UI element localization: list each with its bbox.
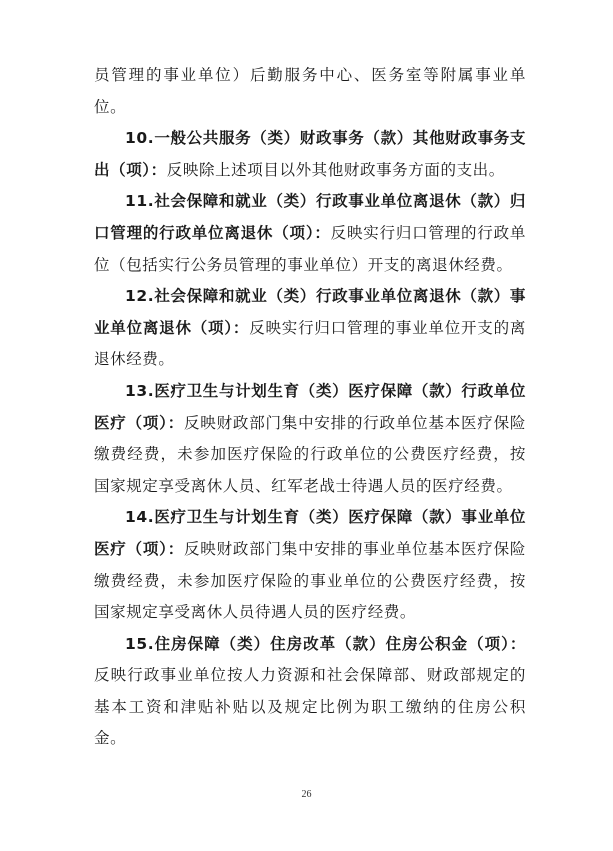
- paragraph-heading: 11.社会保障和就业（类）行政事业单位离退休（款）归口管理的行政单位离退休（项）：: [94, 192, 526, 242]
- paragraph-heading: 13.医疗卫生与计划生育（类）医疗保障（款）行政单位医疗（项）：: [94, 381, 526, 432]
- paragraph-item-14: [94, 502, 526, 628]
- paragraph-text: 反映财政部门集中安排的事业单位基本医疗保险缴费经费，未参加医疗保险的事业单位的公费医疗经费，按国家规定享受离休人员待遇人员的医疗经费。: [94, 539, 526, 622]
- paragraph-heading: 15.住房保障（类）住房改革（款）住房公积金（项）：: [125, 634, 526, 653]
- paragraph-item-12: [94, 281, 526, 376]
- paragraph-text: 反映行政事业单位按人力资源和社会保障部、财政部规定的基本工资和津贴补贴以及规定比例为职工缴纳的住房公积金。: [94, 666, 526, 748]
- paragraph-heading: 10.一般公共服务（类）财政事务（款）其他财政事务支出（项）：: [94, 129, 526, 179]
- paragraph-heading: 12.社会保障和就业（类）行政事业单位离退休（款）事业单位离退休（项）：: [94, 287, 526, 337]
- paragraph-text: 员管理的事业单位）后勤服务中心、医务室等附属事业单位。: [94, 66, 526, 116]
- page-number: 26: [301, 789, 312, 800]
- paragraph-continuation: [94, 60, 526, 123]
- paragraph-item-13: [94, 376, 526, 502]
- paragraph-text: 反映实行归口管理的行政单位（包括实行公务员管理的事业单位）开支的离退休经费。: [94, 223, 526, 274]
- paragraph-text: 反映实行归口管理的事业单位开支的离退休经费。: [94, 318, 526, 369]
- paragraph-text: 反映除上述项目以外其他财政事务方面的支出。: [166, 160, 505, 179]
- paragraph-item-11: [94, 186, 526, 281]
- document-body: [94, 60, 526, 755]
- paragraph-heading: 14.医疗卫生与计划生育（类）医疗保障（款）事业单位医疗（项）：: [94, 508, 526, 558]
- paragraph-item-15: [94, 629, 526, 755]
- paragraph-item-10: [94, 123, 526, 186]
- paragraph-text: 反映财政部门集中安排的行政单位基本医疗保险缴费经费，未参加医疗保险的行政单位的公费医疗经费，按国家规定享受离休人员、红军老战士待遇人员的医疗经费。: [94, 413, 526, 495]
